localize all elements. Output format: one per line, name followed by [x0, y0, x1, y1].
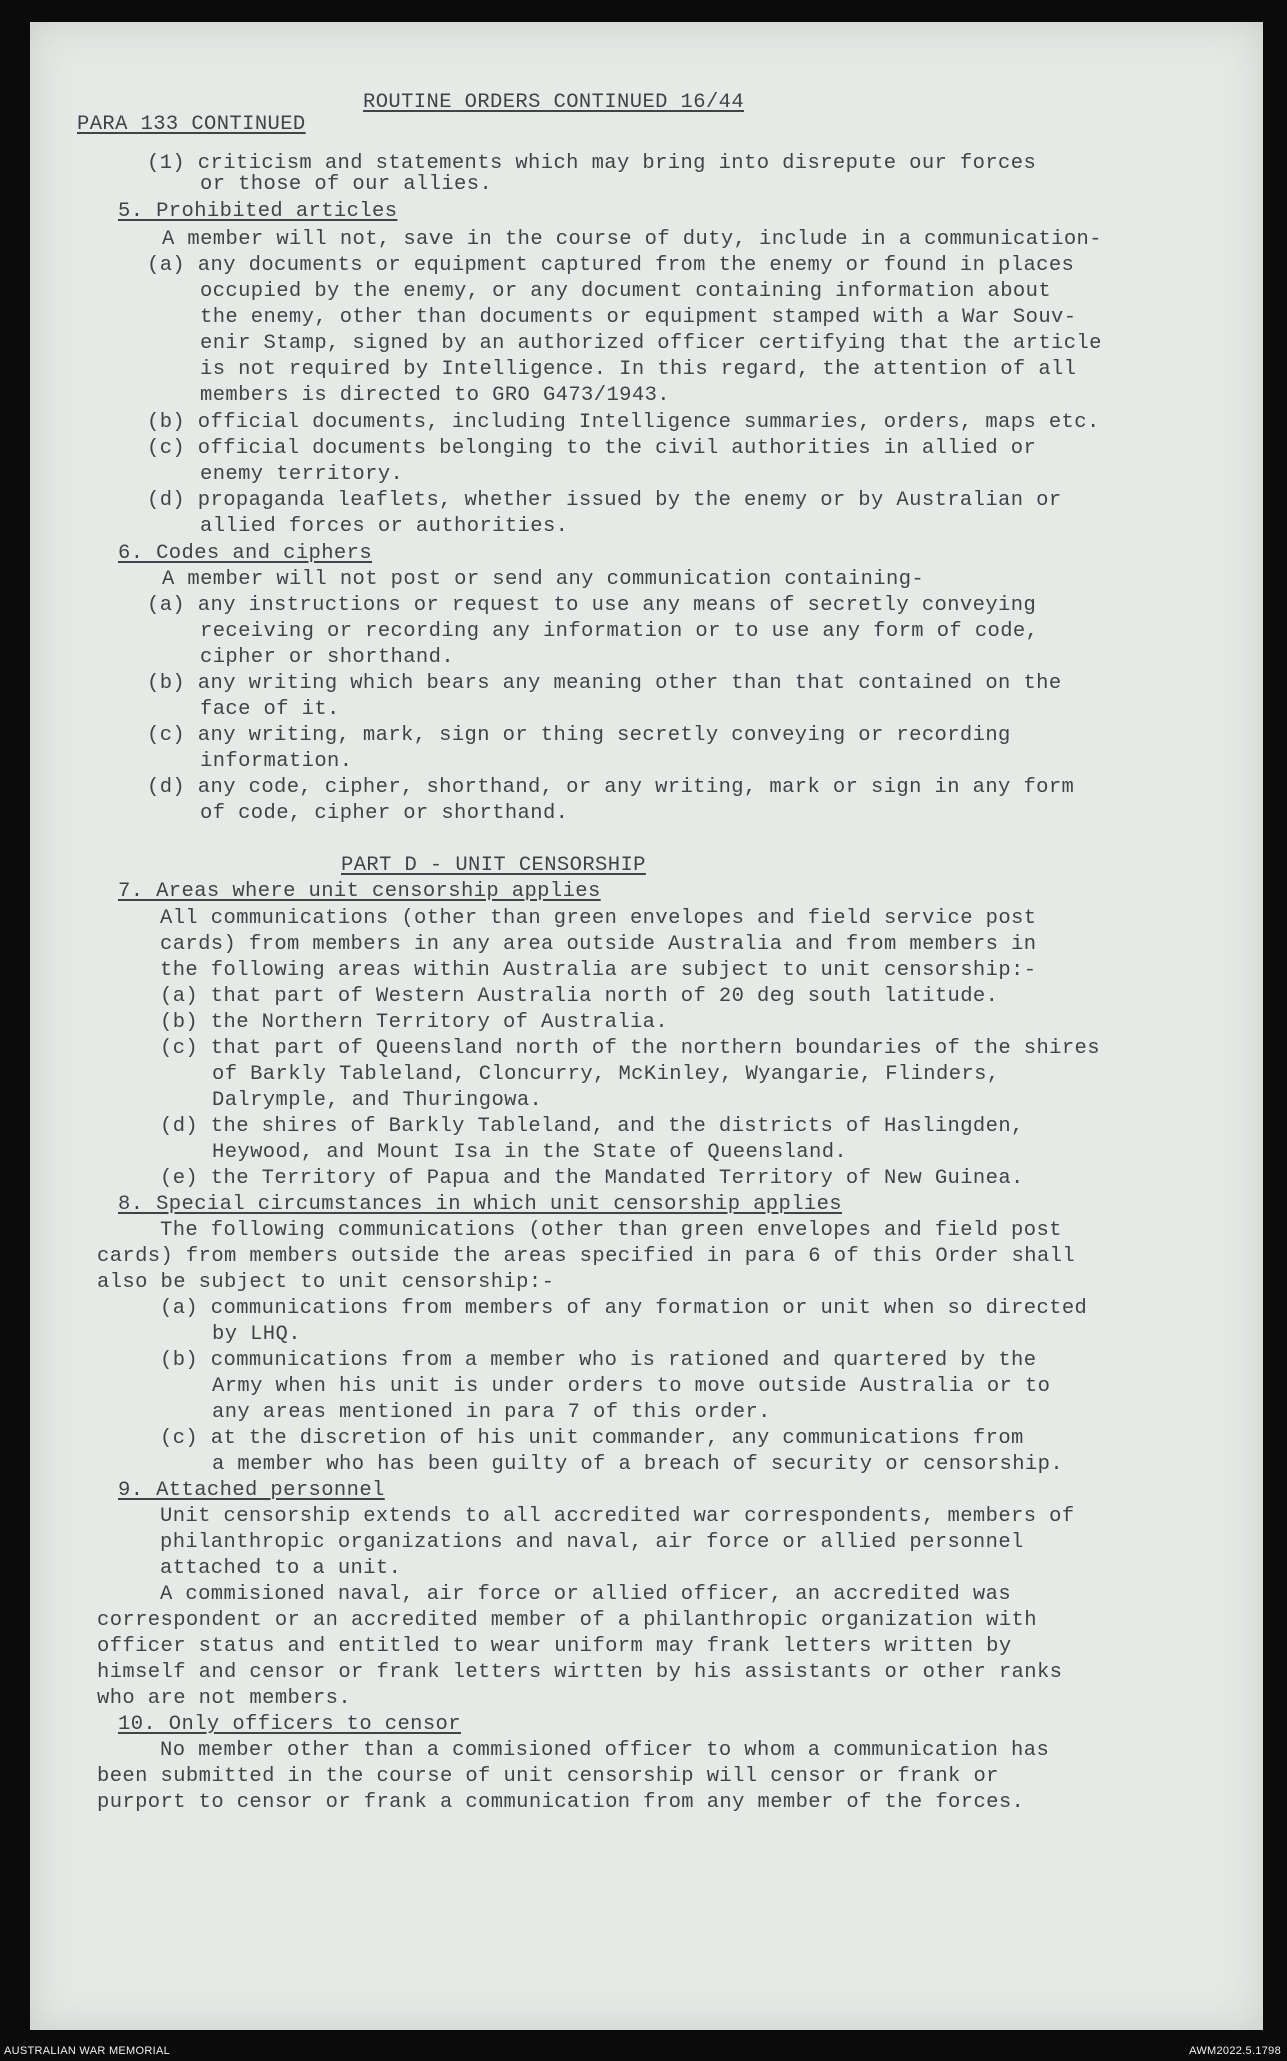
text-line: cards) from members outside the areas specified in para 6 of this Order shall [97, 1245, 1076, 1268]
text-line: All communications (other than green envelopes and field service post [160, 907, 1037, 930]
text-line: (a) communications from members of any formation or unit when so directed [160, 1297, 1088, 1320]
text-line: cipher or shorthand. [200, 646, 455, 669]
text-line: (c) that part of Queensland north of the northern boundaries of the shires [160, 1037, 1100, 1060]
section-heading: 8. Special circumstances in which unit censorship applies [118, 1193, 843, 1216]
text-line: (d) the shires of Barkly Tableland, and the districts of Haslingden, [160, 1115, 1024, 1138]
text-line: (1) criticism and statements which may bring into disrepute our forces [147, 152, 1037, 175]
text-line: face of it. [200, 698, 340, 721]
text-line: (d) any code, cipher, shorthand, or any writing, mark or sign in any form [147, 776, 1075, 799]
text-line: (b) any writing which bears any meaning other than that contained on the [147, 672, 1062, 695]
text-line: been submitted in the course of unit censorship will censor or frank or [97, 1765, 999, 1788]
text-line: himself and censor or frank letters wirtten by his assistants or other ranks [97, 1661, 1063, 1684]
text-line: any areas mentioned in para 7 of this order. [212, 1401, 771, 1424]
text-line: is not required by Intelligence. In this regard, the attention of all [200, 358, 1077, 381]
section-heading: 7. Areas where unit censorship applies [118, 880, 601, 903]
text-line: enemy territory. [200, 463, 404, 486]
text-line: No member other than a commisioned officer to whom a communication has [160, 1739, 1050, 1762]
text-line: (e) the Territory of Papua and the Mandated Territory of New Guinea. [160, 1167, 1024, 1190]
text-line: also be subject to unit censorship:- [97, 1271, 555, 1294]
text-line: (d) propaganda leaflets, whether issued by the enemy or by Australian or [147, 489, 1062, 512]
text-line: (b) communications from a member who is rationed and quartered by the [160, 1349, 1037, 1372]
section-heading: 10. Only officers to censor [118, 1713, 461, 1736]
text-line: A member will not post or send any communication containing- [162, 568, 925, 591]
text-line: The following communications (other than green envelopes and field post [160, 1219, 1062, 1242]
text-line: philanthropic organizations and naval, air force or allied personnel [160, 1531, 1024, 1554]
text-line: allied forces or authorities. [200, 515, 569, 538]
text-line: attached to a unit. [160, 1557, 402, 1580]
text-line: of code, cipher or shorthand. [200, 802, 569, 825]
text-line: (a) that part of Western Australia north of 20 deg south latitude. [160, 985, 999, 1008]
section-heading: 9. Attached personnel [118, 1479, 385, 1502]
text-line: officer status and entitled to wear uniform may frank letters written by [97, 1635, 1012, 1658]
text-line: (c) at the discretion of his unit commander, any communications from [160, 1427, 1024, 1450]
part-heading: PART D - UNIT CENSORSHIP [341, 854, 646, 877]
text-line: of Barkly Tableland, Cloncurry, McKinley, Wyangarie, Flinders, [212, 1063, 1000, 1086]
text-line: (b) the Northern Territory of Australia. [160, 1011, 669, 1034]
text-line: members is directed to GRO G473/1943. [200, 384, 670, 407]
text-line: (c) any writing, mark, sign or thing secretly conveying or recording [147, 724, 1011, 747]
page-title: ROUTINE ORDERS CONTINUED 16/44 [363, 91, 745, 114]
archive-reference: AWM2022.5.1798 [1189, 2045, 1281, 2057]
document-page [30, 22, 1263, 2030]
section-heading: 6. Codes and ciphers [118, 542, 373, 565]
text-line: (c) official documents belonging to the civil authorities in allied or [147, 437, 1037, 460]
text-line: (a) any documents or equipment captured from the enemy or found in places [147, 254, 1075, 277]
text-line: enir Stamp, signed by an authorized officer certifying that the article [200, 332, 1102, 355]
text-line: purport to censor or frank a communication from any member of the forces. [97, 1791, 1025, 1814]
text-line: Army when his unit is under orders to move outside Australia or to [212, 1375, 1051, 1398]
text-line: by LHQ. [212, 1323, 301, 1346]
text-line: A commisioned naval, air force or allied officer, an accredited was [160, 1583, 1012, 1606]
text-line: a member who has been guilty of a breach of security or censorship. [212, 1453, 1064, 1476]
archive-credit: AUSTRALIAN WAR MEMORIAL [4, 2045, 171, 2057]
text-line: Dalrymple, and Thuringowa. [212, 1089, 543, 1112]
para-heading: PARA 133 CONTINUED [77, 113, 306, 136]
text-line: A member will not, save in the course of duty, include in a communication- [162, 228, 1102, 251]
section-heading: 5. Prohibited articles [118, 200, 398, 223]
text-line: Heywood, and Mount Isa in the State of Queensland. [212, 1141, 848, 1164]
text-line: the enemy, other than documents or equipment stamped with a War Souv- [200, 306, 1077, 329]
text-line: or those of our allies. [200, 173, 493, 196]
text-line: information. [200, 750, 353, 773]
text-line: correspondent or an accredited member of a philanthropic organization with [97, 1609, 1037, 1632]
text-line: who are not members. [97, 1687, 352, 1710]
text-line: (b) official documents, including Intelligence summaries, orders, maps etc. [147, 411, 1100, 434]
text-line: cards) from members in any area outside Australia and from members in [160, 933, 1037, 956]
text-line: receiving or recording any information or to use any form of code, [200, 620, 1039, 643]
typed-text [30, 22, 1263, 2030]
text-line: (a) any instructions or request to use any means of secretly conveying [147, 594, 1037, 617]
text-line: Unit censorship extends to all accredited war correspondents, members of [160, 1505, 1075, 1528]
text-line: the following areas within Australia are subject to unit censorship:- [160, 959, 1037, 982]
text-line: occupied by the enemy, or any document containing information about [200, 280, 1052, 303]
